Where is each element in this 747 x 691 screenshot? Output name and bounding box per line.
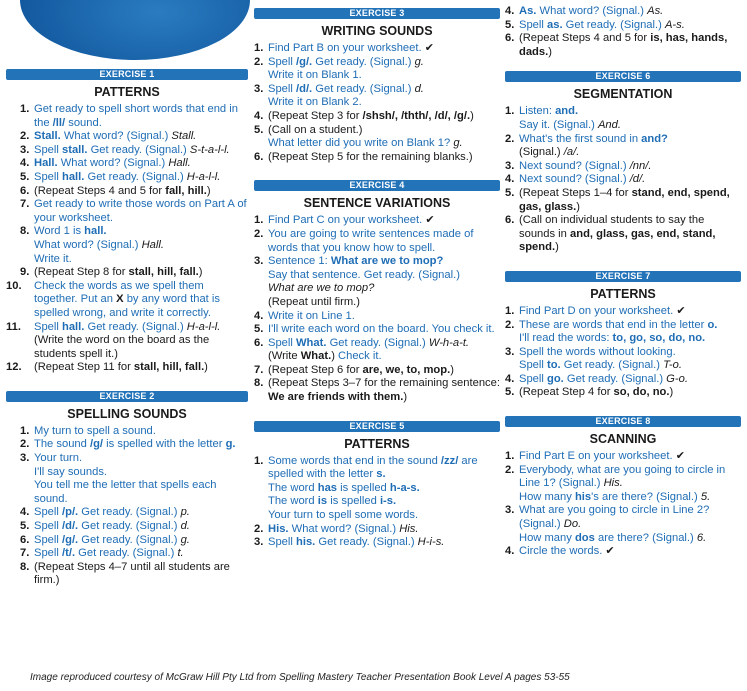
step: 9. (Repeat Step 8 for stall, hill, fall.) bbox=[20, 266, 203, 279]
exercise-6-heading: SEGMENTATION bbox=[573, 87, 673, 102]
exercise-5-steps bbox=[254, 455, 500, 550]
step: 8. (Repeat Steps 4–7 until all students are firm.) bbox=[20, 560, 230, 587]
exercise-2-steps bbox=[6, 425, 248, 588]
check-icon: ✔ bbox=[675, 450, 685, 463]
step: 4. (Repeat Step 3 for /shsh/, /thth/, /d/, /g/.) bbox=[254, 109, 474, 122]
exercise-3-bar: EXERCISE 3 bbox=[254, 8, 500, 19]
check-icon: ✔ bbox=[424, 42, 434, 54]
step: 1. Some words that end in the sound /zz/ are spelled with the letter s. The word has is spelled h-a-s. The word is is spelled i-s. Your turn to spell some words. bbox=[254, 454, 478, 522]
column-2 bbox=[254, 8, 500, 550]
step: 3. Spell the words without looking. Spell to. Get ready. (Signal.) T-o. bbox=[505, 345, 682, 372]
exercise-5-bar: EXERCISE 5 bbox=[254, 421, 500, 432]
step: 1. Find Part B on your worksheet. ✔ bbox=[254, 42, 434, 54]
step: 7. Get ready to write those words on Part A of your worksheet. bbox=[20, 198, 247, 224]
step: 3. Next sound? (Signal.) /nn/. bbox=[505, 159, 652, 172]
step: 5. Spell as. Get ready. (Signal.) A-s. bbox=[505, 18, 685, 31]
exercise-2-bar: EXERCISE 2 bbox=[6, 391, 248, 402]
step: 2. The sound /g/ is spelled with the letter g. bbox=[20, 438, 236, 451]
check-icon: ✔ bbox=[425, 214, 435, 227]
step: 1. My turn to spell a sound. bbox=[20, 424, 156, 437]
step: 6. (Repeat Steps 4 and 5 for fall, hill.) bbox=[20, 184, 211, 197]
exercise-3-steps bbox=[254, 42, 500, 164]
step: 2. What's the first sound in and? (Signal.) /a/. bbox=[505, 132, 668, 159]
step: 2. Spell /g/. Get ready. (Signal.) g. Write it on Blank 1. bbox=[254, 55, 424, 82]
column-1 bbox=[6, 69, 248, 588]
step: 3. What are you going to circle in Line 2? (Signal.) Do. How many dos are there? (Signal.) 6. bbox=[505, 504, 710, 544]
step: 5. Spell hall. Get ready. (Signal.) H-a-l-l. bbox=[20, 170, 221, 183]
step: 4. Spell /p/. Get ready. (Signal.) p. bbox=[20, 506, 190, 519]
step: 11. Spell hall. Get ready. (Signal.) H-a-l-l. (Write the word on the board as the students spell it.) bbox=[6, 320, 221, 360]
exercise-3-heading: WRITING SOUNDS bbox=[321, 24, 433, 38]
step: 4. Circle the words. ✔ bbox=[505, 545, 615, 558]
step: 2. These are words that end in the letter o. I'll read the words: to, go, so, do, no. bbox=[505, 318, 718, 345]
step: 3. Spell /d/. Get ready. (Signal.) d. Write it on Blank 2. bbox=[254, 82, 424, 109]
step: 3. Spell stall. Get ready. (Signal.) S-t-a-l-l. bbox=[20, 143, 230, 156]
image-caption: Image reproduced courtesy of McGraw Hill Pty Ltd from Spelling Mastery Teacher Presentation Book Level A pages 53-55 bbox=[0, 665, 747, 691]
step: 10. Check the words as we spell them together. Put an X by any word that is spelled wrong, and write it correctly. bbox=[6, 279, 220, 319]
step: 5. I'll write each word on the board. You check it. bbox=[254, 323, 495, 336]
step: 8. Word 1 is hall. What word? (Signal.) Hall. Write it. bbox=[20, 225, 164, 265]
step: 7. (Repeat Step 6 for are, we, to, mop.) bbox=[254, 363, 454, 376]
step: 4. Next sound? (Signal.) /d/. bbox=[505, 173, 646, 186]
step: 12. (Repeat Step 11 for stall, hill, fall.) bbox=[6, 361, 208, 374]
exercise-5-heading: PATTERNS bbox=[344, 436, 410, 451]
step: 5. Spell /d/. Get ready. (Signal.) d. bbox=[20, 520, 190, 533]
exercise-7-bar: EXERCISE 7 bbox=[505, 271, 741, 282]
step: 4. Hall. What word? (Signal.) Hall. bbox=[20, 157, 191, 170]
exercise-1-steps bbox=[6, 103, 248, 375]
step: 1. Get ready to spell short words that end in the /ll/ sound. bbox=[20, 103, 238, 129]
step: 1. Listen: and. Say it. (Signal.) And. bbox=[505, 105, 621, 131]
exercise-1-heading: PATTERNS bbox=[94, 85, 160, 99]
step: 4. Spell go. Get ready. (Signal.) G-o. bbox=[505, 372, 688, 385]
exercise-8-steps bbox=[505, 450, 741, 559]
step: 7. Spell /t/. Get ready. (Signal.) t. bbox=[20, 547, 184, 560]
step: 8. (Repeat Steps 3–7 for the remaining sentence: We are friends with them.) bbox=[254, 377, 500, 404]
step: 3. Sentence 1: What are we to mop? Say that sentence. Get ready. (Signal.) What are we to mop? (Repeat until firm.) bbox=[254, 255, 460, 308]
step: 5. (Repeat Step 4 for so, do, no.) bbox=[505, 386, 674, 399]
lesson-badge bbox=[20, 0, 250, 60]
column-3 bbox=[505, 5, 741, 559]
step: 6. (Call on individual students to say the sounds in and, glass, gas, end, stand, spend.) bbox=[505, 214, 716, 254]
step: 3. Spell his. Get ready. (Signal.) H-i-s. bbox=[254, 536, 445, 549]
step: 4. Write it on Line 1. bbox=[254, 309, 355, 322]
exercise-8-heading: SCANNING bbox=[589, 432, 657, 447]
step: 6. (Repeat Steps 4 and 5 for is, has, hands, dads.) bbox=[505, 32, 728, 58]
exercise-2-heading: SPELLING SOUNDS bbox=[67, 406, 187, 421]
step: 1. Find Part D on your worksheet. ✔ bbox=[505, 304, 686, 317]
exercise-5-continued-steps bbox=[505, 5, 741, 59]
exercise-4-bar: EXERCISE 4 bbox=[254, 180, 500, 191]
step: 1. Find Part E on your worksheet. ✔ bbox=[505, 450, 685, 463]
step: 2. His. What word? (Signal.) His. bbox=[254, 522, 419, 535]
step: 3. Your turn. I'll say sounds. You tell me the letter that spells each sound. bbox=[20, 452, 217, 505]
step: 6. Spell What. Get ready. (Signal.) W-h-a-t. (Write What.) Check it. bbox=[254, 336, 470, 363]
step: 6. (Repeat Step 5 for the remaining blanks.) bbox=[254, 150, 473, 163]
step: 2. Everybody, what are you going to circle in Line 1? (Signal.) His. How many his's are there? (Signal.) 5. bbox=[505, 463, 726, 503]
exercise-8-bar: EXERCISE 8 bbox=[505, 416, 741, 427]
step: 4. As. What word? (Signal.) As. bbox=[505, 5, 664, 17]
exercise-4-heading: SENTENCE VARIATIONS bbox=[303, 196, 451, 211]
check-icon: ✔ bbox=[676, 304, 686, 317]
step: 2. Stall. What word? (Signal.) Stall. bbox=[20, 130, 197, 143]
step: 5. (Call on a student.) What letter did you write on Blank 1? g. bbox=[254, 123, 463, 150]
exercise-6-steps bbox=[505, 105, 741, 255]
exercise-1-bar: EXERCISE 1 bbox=[6, 69, 248, 80]
step: 6. Spell /g/. Get ready. (Signal.) g. bbox=[20, 533, 190, 546]
check-icon: ✔ bbox=[605, 545, 615, 558]
step: 5. (Repeat Steps 1–4 for stand, end, spend, gas, glass.) bbox=[505, 186, 730, 213]
exercise-7-steps bbox=[505, 305, 741, 400]
step: 1. Find Part C on your worksheet. ✔ bbox=[254, 214, 435, 227]
exercise-6-bar: EXERCISE 6 bbox=[505, 71, 741, 82]
exercise-7-heading: PATTERNS bbox=[590, 286, 656, 301]
step: 2. You are going to write sentences made of words that you know how to spell. bbox=[254, 227, 474, 254]
exercise-4-steps bbox=[254, 214, 500, 404]
